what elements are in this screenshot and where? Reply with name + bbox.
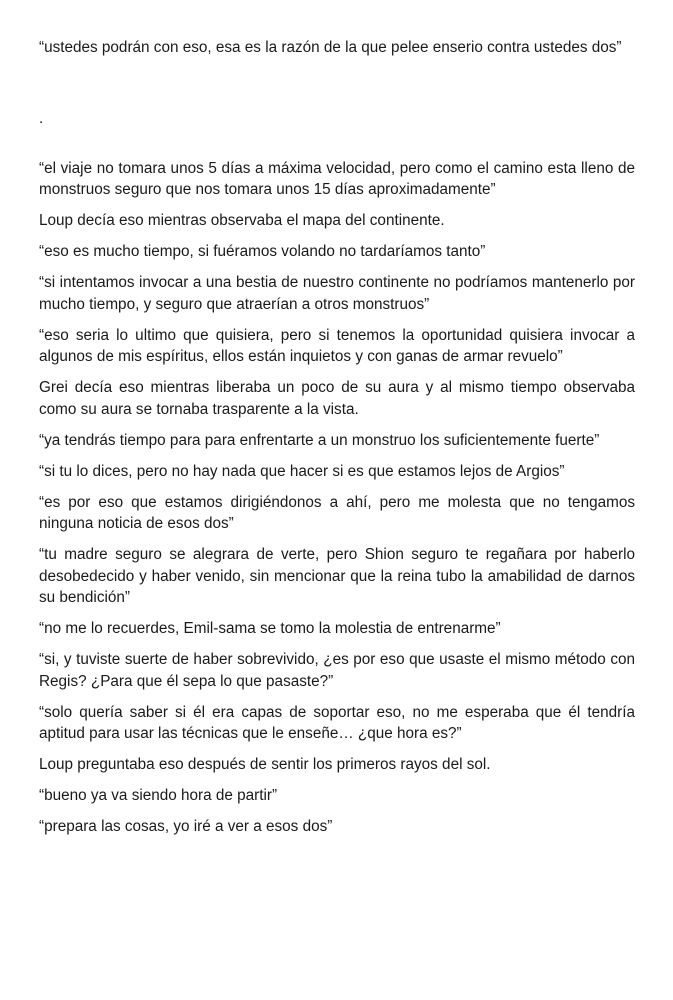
paragraph: Grei decía eso mientras liberaba un poco de su aura y al mismo tiempo observaba como su aura se tornaba trasparente a la vista.: [39, 379, 635, 418]
paragraph: “solo quería saber si él era capas de soportar eso, no me esperaba que él tendría aptitud para usar las técnicas que le enseñe… ¿que hora es?”: [39, 703, 635, 742]
paragraph: “si tu lo dices, pero no hay nada que hacer si es que estamos lejos de Argios”: [39, 462, 565, 480]
paragraph: “es por eso que estamos dirigiéndonos a ahí, pero me molesta que no tengamos ninguna noticia de esos dos”: [39, 493, 635, 532]
opening-paragraph: “ustedes podrán con eso, esa es la razón de la que pelee enserio contra ustedes dos”: [39, 39, 622, 56]
paragraph: “tu madre seguro se alegrara de verte, pero Shion seguro te regañara por haberlo desobedecido y haber venido, sin mencionar que la reina tubo la amabilidad de darnos su bendición”: [39, 546, 635, 606]
paragraph: “ya tendrás tiempo para para enfrentarte a un monstruo los suficientemente fuerte”: [39, 431, 600, 449]
document-page: [39, 37, 635, 847]
spacer: [39, 68, 635, 108]
paragraph: “eso es mucho tiempo, si fuéramos volando no tardaríamos tanto”: [39, 243, 486, 260]
paragraph: “prepara las cosas, yo iré a ver a esos dos”: [39, 818, 333, 835]
paragraph: Loup decía eso mientras observaba el mapa del continente.: [39, 212, 445, 229]
spacer: [39, 130, 635, 158]
scene-separator: .: [39, 110, 44, 127]
paragraph: “el viaje no tomara unos 5 días a máxima velocidad, pero como el camino esta lleno de monstruos seguro que nos tomara unos 15 días aproximadamente”: [39, 159, 635, 198]
paragraph: “bueno ya va siendo hora de partir”: [39, 787, 278, 804]
paragraph: “no me lo recuerdes, Emil-sama se tomo la molestia de entrenarme”: [39, 620, 501, 637]
paragraph: Loup preguntaba eso después de sentir los primeros rayos del sol.: [39, 756, 491, 773]
paragraph: “eso seria lo ultimo que quisiera, pero si tenemos la oportunidad quisiera invocar a algunos de mis espíritus, ellos están inquietos y con ganas de armar revuelo”: [39, 326, 635, 365]
paragraph: “si, y tuviste suerte de haber sobrevivido, ¿es por eso que usaste el mismo método con Regis? ¿Para que él sepa lo que pasaste?”: [39, 651, 635, 690]
paragraph: “si intentamos invocar a una bestia de nuestro continente no podríamos mantenerlo por mucho tiempo, y seguro que atraerían a otros monstruos”: [39, 274, 635, 313]
